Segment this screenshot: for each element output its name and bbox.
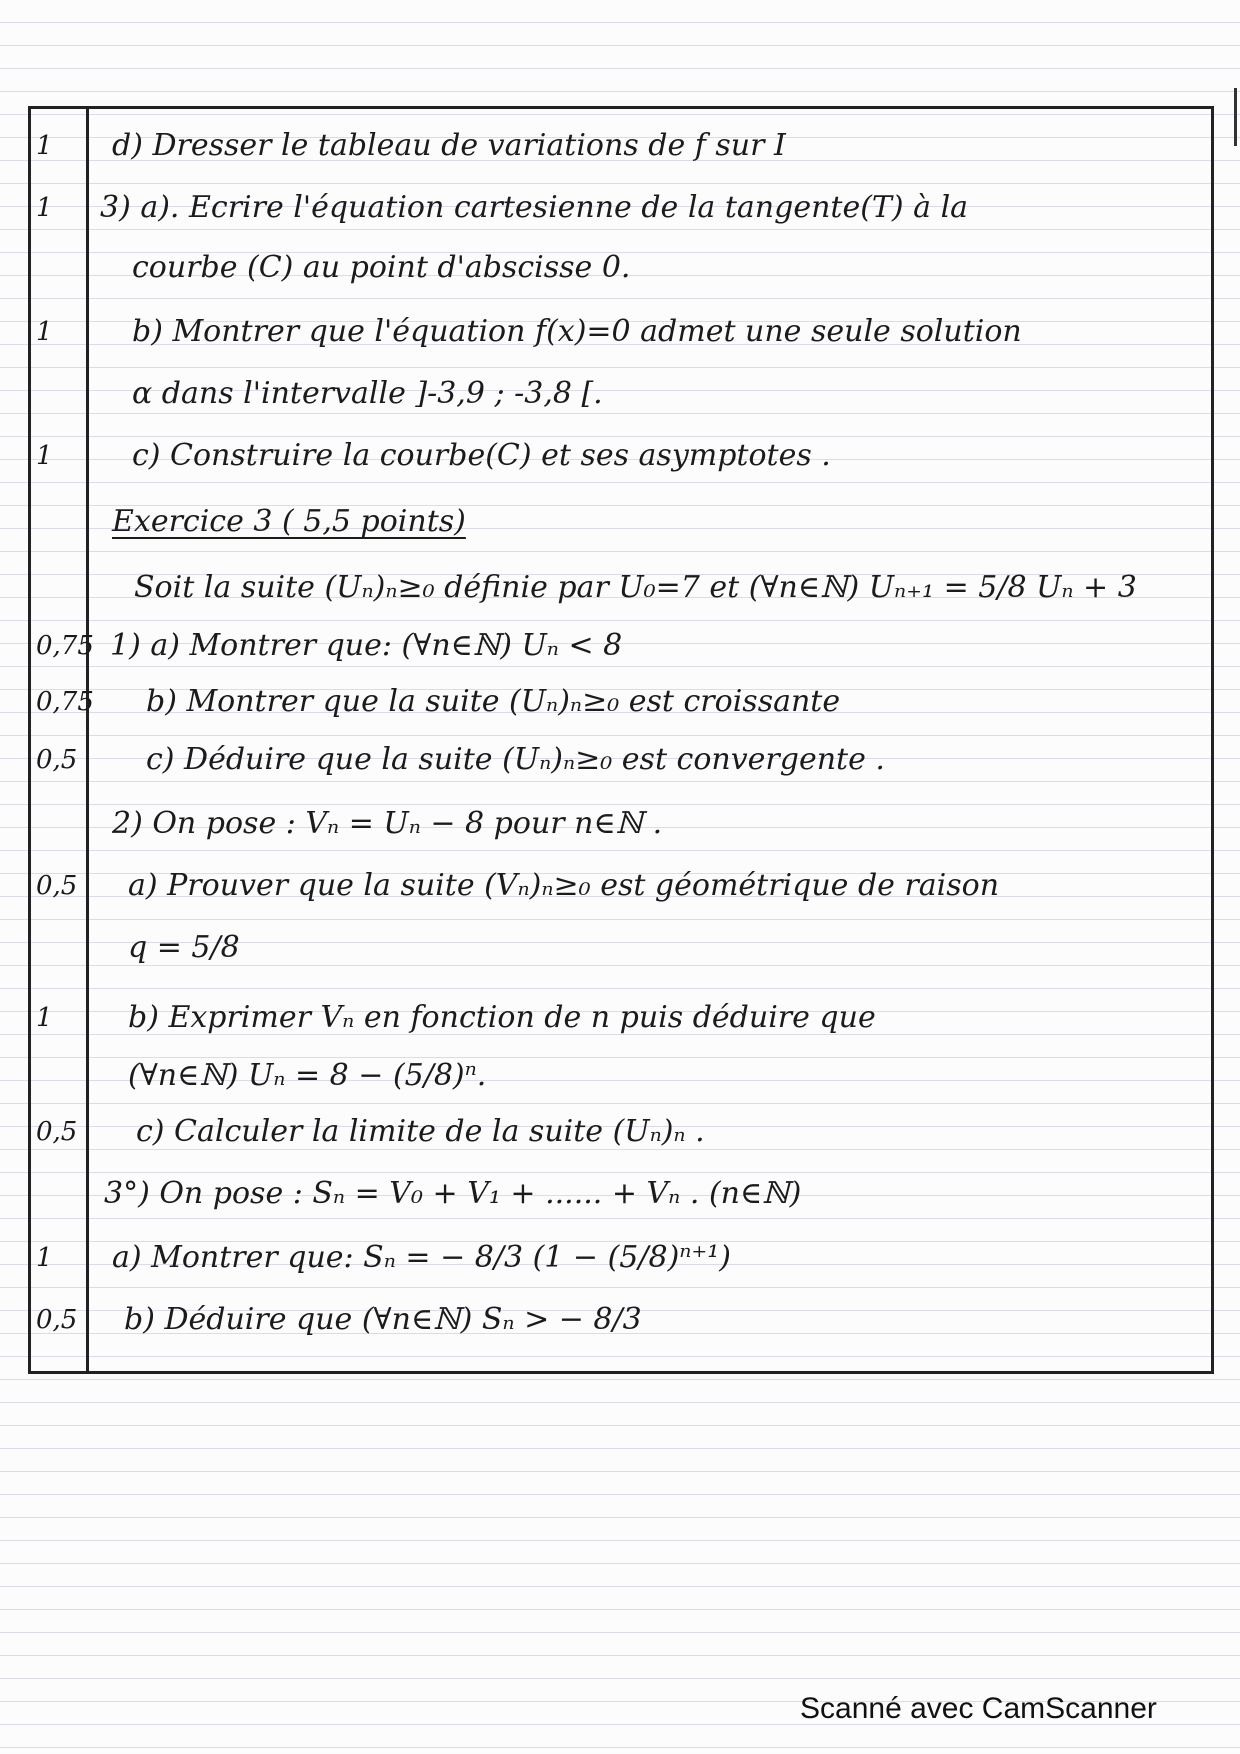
line-18 xyxy=(0,1166,1240,1222)
line-11 xyxy=(0,732,1240,788)
line-text: a) Prouver que la suite (Vₙ)ₙ≥₀ est géométrique de raison xyxy=(128,868,1000,903)
points-mark: 1 xyxy=(36,1003,53,1033)
points-mark: 1 xyxy=(36,1243,53,1273)
line-text: 1) a) Montrer que: (∀n∈ℕ) Uₙ < 8 xyxy=(110,628,623,663)
line-3 xyxy=(0,240,1240,296)
points-mark: 1 xyxy=(36,441,53,471)
line-4 xyxy=(0,304,1240,360)
line-text: 3°) On pose : Sₙ = V₀ + V₁ + ...... + Vₙ . (n∈ℕ) xyxy=(104,1176,802,1211)
line-13 xyxy=(0,858,1240,914)
line-14 xyxy=(0,920,1240,976)
line-text: d) Dresser le tableau de variations de f sur I xyxy=(112,128,786,163)
points-mark: 0,5 xyxy=(36,871,78,901)
line-5 xyxy=(0,366,1240,422)
line-text: α dans l'intervalle ]-3,9 ; -3,8 [. xyxy=(132,376,603,411)
line-12 xyxy=(0,796,1240,852)
points-mark: 1 xyxy=(36,131,53,161)
points-mark: 0,5 xyxy=(36,745,78,775)
points-mark: 1 xyxy=(36,193,53,223)
line-2 xyxy=(0,180,1240,236)
line-text: 2) On pose : Vₙ = Uₙ − 8 pour n∈ℕ . xyxy=(112,806,663,841)
points-mark: 0,75 xyxy=(36,687,94,717)
exercise-title: Exercice 3 ( 5,5 points) xyxy=(112,504,466,539)
line-16 xyxy=(0,1048,1240,1104)
line-17 xyxy=(0,1104,1240,1160)
line-text: q = 5/8 xyxy=(128,930,240,965)
points-mark: 0,75 xyxy=(36,631,94,661)
line-10 xyxy=(0,674,1240,730)
points-mark: 0,5 xyxy=(36,1117,78,1147)
line-text: c) Construire la courbe(C) et ses asymptotes . xyxy=(132,438,831,473)
line-text: b) Montrer que l'équation f(x)=0 admet une seule solution xyxy=(132,314,1022,349)
line-19 xyxy=(0,1230,1240,1286)
points-mark: 0,5 xyxy=(36,1305,78,1335)
line-text: courbe (C) au point d'abscisse 0. xyxy=(132,250,631,285)
line-8 xyxy=(0,560,1240,616)
line-6 xyxy=(0,428,1240,484)
line-text: a) Montrer que: Sₙ = − 8/3 (1 − (5/8)ⁿ⁺¹) xyxy=(112,1240,731,1275)
scanner-watermark: Scanné avec CamScanner xyxy=(800,1692,1157,1725)
line-9 xyxy=(0,618,1240,674)
line-text: b) Montrer que la suite (Uₙ)ₙ≥₀ est croissante xyxy=(146,684,841,719)
line-text: b) Exprimer Vₙ en fonction de n puis déduire que xyxy=(128,1000,876,1035)
line-text: b) Déduire que (∀n∈ℕ) Sₙ > − 8/3 xyxy=(124,1302,642,1337)
points-mark: 1 xyxy=(36,317,53,347)
line-15 xyxy=(0,990,1240,1046)
line-7 xyxy=(0,494,1240,550)
line-20 xyxy=(0,1292,1240,1348)
line-text: c) Déduire que la suite (Uₙ)ₙ≥₀ est convergente . xyxy=(146,742,885,777)
line-1 xyxy=(0,118,1240,174)
line-text: Soit la suite (Uₙ)ₙ≥₀ définie par U₀=7 et (∀n∈ℕ) Uₙ₊₁ = 5/8 Uₙ + 3 xyxy=(134,570,1137,605)
line-text: c) Calculer la limite de la suite (Uₙ)ₙ . xyxy=(136,1114,705,1149)
line-text: (∀n∈ℕ) Uₙ = 8 − (5/8)ⁿ. xyxy=(128,1058,487,1093)
line-text: 3) a). Ecrire l'équation cartesienne de la tangente(T) à la xyxy=(100,190,969,225)
